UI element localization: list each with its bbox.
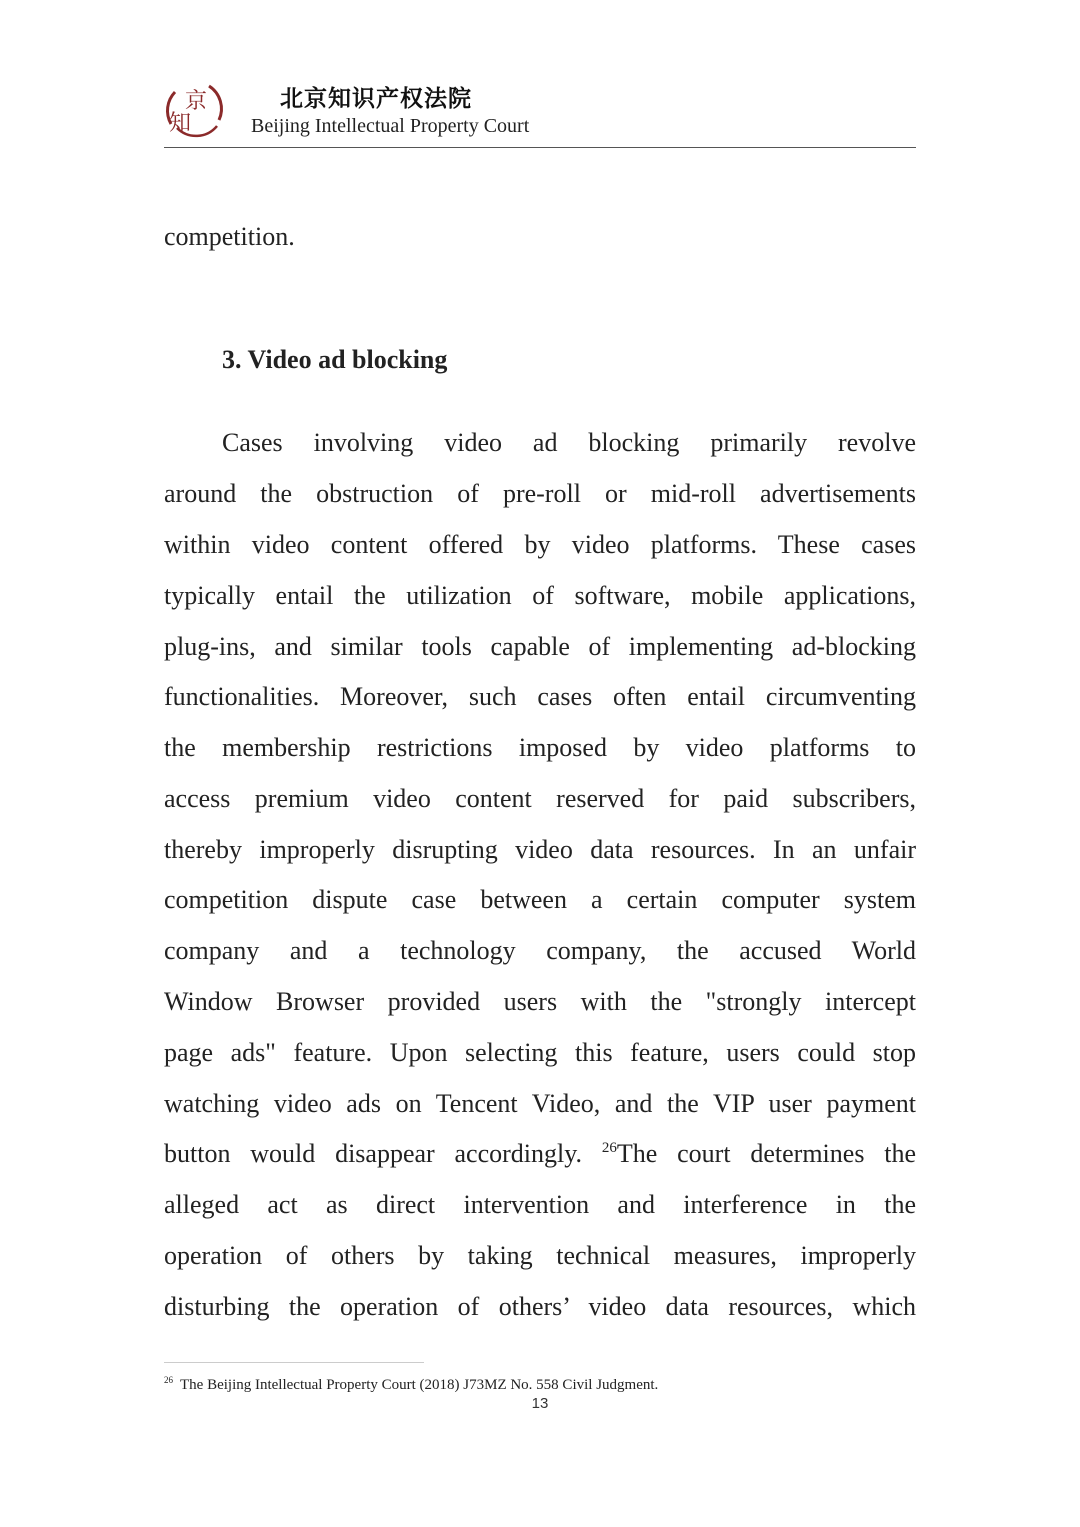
court-logo xyxy=(163,78,225,138)
paragraph-line: within video content offered by video platforms. These cases xyxy=(164,530,916,559)
paragraph-line: operation of others by taking technical measures, improperly xyxy=(164,1241,916,1270)
footnote-divider xyxy=(164,1362,424,1363)
paragraph-line: plug-ins, and similar tools capable of implementing ad-blocking xyxy=(164,632,916,661)
paragraph-line-with-footnote xyxy=(164,1138,916,1170)
section-heading: 3. Video ad blocking xyxy=(222,345,448,374)
court-name-english: Beijing Intellectual Property Court xyxy=(251,115,530,137)
footnote-text: The Beijing Intellectual Property Court (2018) J73MZ No. 558 Civil Judgment. xyxy=(180,1377,659,1393)
continued-text: competition. xyxy=(164,222,295,251)
paragraph-line: typically entail the utilization of software, mobile applications, xyxy=(164,581,916,610)
paragraph-line: disturbing the operation of others’ video data resources, which xyxy=(164,1292,916,1321)
paragraph-line: functionalities. Moreover, such cases often entail circumventing xyxy=(164,682,916,711)
paragraph-line: page ads" feature. Upon selecting this feature, users could stop xyxy=(164,1038,916,1067)
paragraph-line: around the obstruction of pre-roll or mid-roll advertisements xyxy=(164,479,916,508)
svg-text:京: 京 xyxy=(185,89,208,114)
paragraph-line: company and a technology company, the accused World xyxy=(164,936,916,965)
line-text: button would disappear accordingly. xyxy=(164,1139,583,1168)
paragraph-line: access premium video content reserved for paid subscribers, xyxy=(164,784,916,813)
svg-text:知: 知 xyxy=(169,111,192,136)
header-divider xyxy=(164,147,916,148)
footnote xyxy=(164,1375,658,1394)
footnote-reference: 26 xyxy=(601,1140,617,1156)
footnote-number: 26 xyxy=(164,1375,173,1385)
paragraph-line: Window Browser provided users with the "strongly intercept xyxy=(164,987,916,1016)
page-number: 13 xyxy=(531,1395,549,1412)
court-name-chinese: 北京知识产权法院 xyxy=(280,86,472,112)
paragraph-line: watching video ads on Tencent Video, and the VIP user payment xyxy=(164,1089,916,1118)
paragraph-line: alleged act as direct intervention and interference in the xyxy=(164,1190,916,1219)
paragraph-line: thereby improperly disrupting video data resources. In an unfair xyxy=(164,835,916,864)
paragraph-line: competition dispute case between a certain computer system xyxy=(164,885,916,914)
paragraph-line: the membership restrictions imposed by video platforms to xyxy=(164,733,916,762)
line-text: The court determines the xyxy=(616,1139,917,1168)
paragraph-line: Cases involving video ad blocking primarily revolve xyxy=(222,428,916,457)
